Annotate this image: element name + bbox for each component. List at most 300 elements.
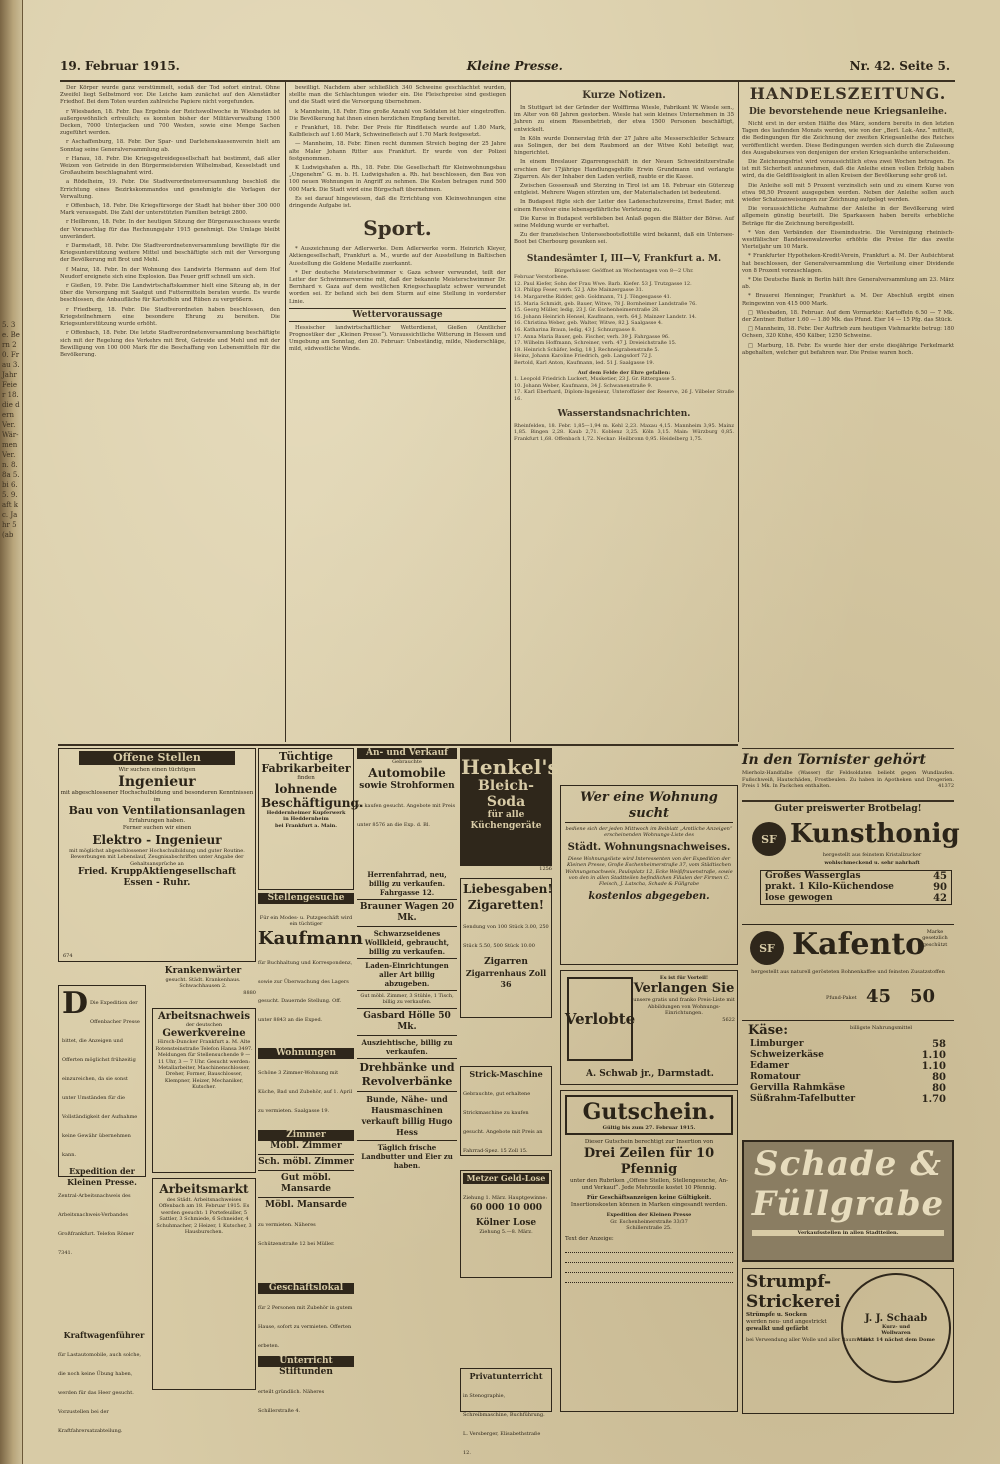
- krankenwaerter-code: 8880: [243, 989, 256, 996]
- standes-entry: Februar Verstorbene.: [514, 274, 569, 281]
- anverkauf-separator: [357, 1091, 457, 1092]
- drop-cap: D: [62, 986, 89, 1021]
- anverkauf-separator: [357, 958, 457, 959]
- sport-paragraph: * Der deutsche Meisterschwimmer v. Gaza schwer verwundet, teilt der Leiter der Schwimmervereine mit, daß der bekannte Meisterschwimmer Dr. Bernhard v. Gaza auf dem westlichen Kriegsschauplatz schwer verwundet worden sei. Er befand sich bei dem Sturm auf eine Stellung in vorderster Linie.: [289, 269, 506, 305]
- price-label: Romatour: [750, 1072, 801, 1082]
- header-date: 19. Februar 1915.: [60, 59, 180, 73]
- wohnungen-ad: [258, 1048, 354, 1128]
- col1-paragraph: a Rödelheim, 19. Febr. Die Stadtverordnetenversammlung beschloß die Errichtung eines Bezirkskommandos und genehmigte die Vorlagen der Verwaltung.: [60, 179, 280, 200]
- verlobte-line: Es ist für Vorteil!: [659, 975, 709, 981]
- price-value: 1.10: [921, 1061, 946, 1072]
- notes-paragraph: In Köln wurde Donnerstag früh der 27 Jahre alte Messerschleifer Schwarz aus Solingen, der bei dem Raubmord an der Witwe Kohl beteiligt war, hingerichtet.: [514, 135, 734, 157]
- stiftunden-heading: Stiftunden: [279, 1367, 333, 1377]
- verlangen-heading: Verlangen Sie: [633, 981, 735, 997]
- price-label: lose gewogen: [765, 893, 833, 903]
- col4-paragraph: Die voraussichtliche Aufnahme der Anleihe in der Bevölkerung wird allgemein günstig beurteilt. Die Sparkassen haben bereits erhebliche Beträge für die Zeichnung bereitgestellt.: [742, 206, 954, 227]
- col2-paragraph: k Mannheim, 18. Febr. Eine große Anzahl von Soldaten ist hier eingetroffen. Die Bevölkerung hat ihnen einen herzlichen Empfang bereitet.: [289, 108, 506, 122]
- zimmer-separator: [258, 1170, 354, 1171]
- col2-paragraph: — Mannheim, 18. Febr. Einen recht dummen Streich beging der 25 Jahre alte Maler Johann Ritter aus Frankfurt. Er wurde von der Polizei festgenommen.: [289, 141, 506, 162]
- kraftwagen-ad: [58, 1330, 150, 1434]
- tornister-heading: In den Tornister gehört: [742, 752, 926, 768]
- strickmaschine-heading: Strick-Maschine: [469, 1069, 543, 1079]
- tornister-text: [742, 770, 954, 790]
- offene-line: mit abgeschlossener Hochschulbildung und besonderen Kenntnissen im: [60, 790, 254, 803]
- header-paper: Kleine Presse.: [466, 59, 563, 73]
- notes-paragraph: In einem Breslauer Zigarrengeschäft in der Neuen Schweidnitzerstraße erschien der 17jährige Handlungsgehilfe Erwin Grundmann und verlangte Zigarren. Als der Inhaber den Laden verließ, raubte er die Kasse.: [514, 159, 734, 180]
- geschaeftslokal-text: für 2 Personen mit Zubehör in gutem Hause, sofort zu vermieten. Offerten erbeten.: [258, 1305, 353, 1349]
- koelner-lose-text: Ziehung 5.—8. März.: [479, 1229, 533, 1235]
- automobile-heading: Automobile: [368, 766, 446, 781]
- krankenwaerter-ad: [150, 966, 256, 1006]
- kafento-heading: Kafento: [792, 927, 926, 962]
- price-value: 58: [932, 1039, 946, 1050]
- brotbelag-logo: [752, 822, 786, 856]
- offene-code: 674: [63, 952, 73, 959]
- liebesgaben-ad: [460, 878, 552, 1018]
- kaufmann-line: Für ein Modes- u. Putzgeschäft wird ein tüchtiger: [259, 915, 353, 928]
- zentral-ad: [58, 1182, 146, 1262]
- anverkauf-separator: [357, 1058, 457, 1059]
- unterricht-heading: Unterricht: [258, 1356, 354, 1367]
- price-row: [746, 1039, 950, 1050]
- gutschein-line: Dieser Gutschein berechtigt zur Insertion von: [584, 1139, 714, 1146]
- col1-paragraph: r Friedberg, 18. Febr. Die Stadtverordneten haben beschlossen, den Kriegsteilnehmern eine besondere Ehrung zu bereiten. Die Kriegsunterstützung wurde erhöht.: [60, 306, 280, 328]
- col1-paragraph: r Aschaffenburg, 18. Febr. Der Spar- und Darlehenskassenverein hielt am Sonntag seine Generalversammlung ab.: [60, 139, 280, 153]
- zimmer-line: Möbl. Zimmer: [270, 1141, 342, 1151]
- spine-text: 5. 3e. Bern 20. Frau 3. Jahr Feier 18. die dern Ver. Wär- men Ver. n. 8. 8a 5. bi 6. 5. 9. aft kc. Jahr 5 (ab: [2, 321, 20, 539]
- verlobte-right: [633, 975, 735, 1023]
- col4-paragraph: Nicht erst in der ersten Hälfte des März, sondern bereits in den letzten Tagen des laufenden Monats werden, wie von der „Berl. Lok.-Anz.“ mitteilt, die Bedingungen für die Zeichnung der zweiten Kriegsanleihe des Reiches veröffentlicht werden. Diese Bedingungen werden sich durch die Zulassung des Ausgabekurses von denjenigen der ersten Kriegsanleihe unterscheiden.: [742, 121, 954, 156]
- price-value: 45: [933, 871, 947, 882]
- col4-paragraph: * Die Deutsche Bank in Berlin hält ihre Generalversammlung am 23. März ab.: [742, 277, 954, 291]
- gutschein-valid: Gültig bis zum 27. Februar 1915.: [602, 1125, 696, 1131]
- col-divider-2: [510, 82, 511, 742]
- fabrikarbeiter-city: bei Frankfurt a. Main.: [275, 822, 337, 829]
- col1-paragraph: r Gießen, 19. Febr. Die Landwirtschaftskammer hielt eine Sitzung ab, in der über die Versorgung mit Saatgut und Futtermitteln beraten wurde. Es wurde beschlossen, die Anbaufläche für Kartoffeln und Rüben zu vergrößern.: [60, 283, 280, 304]
- standes-entry: 17. Anna Maria Bauer, geb. Fischer, verh. 39 J. Fahrgasse 96.: [514, 333, 670, 340]
- gutschein-text: unter den Rubriken „Offene Stellen, Stellengesuche, An- und Verkauf“. Jede Mehrzeile kostet 10 Pfennig.: [569, 1178, 728, 1192]
- ventilation-heading: Bau von Ventilationsanlagen: [68, 804, 246, 817]
- geschaeftslokal-ad: [258, 1283, 354, 1353]
- wohnungsnachweis-heading: Städt. Wohnungsnachweises.: [567, 841, 731, 853]
- col1-paragraph: r Offenbach, 18. Febr. Die Kriegsfürsorge der Stadt hat bisher über 300 000 Mark verausgabt. Die Zahl der unterstützten Familien beträgt 2800.: [60, 203, 280, 217]
- anverkauf-item: Ausziehtische, billig zu verkaufen.: [361, 1037, 453, 1056]
- col1-paragraph: r Wiesbaden, 18. Febr. Das Ergebnis der Reichswollwoche in Wiesbaden ist außergewöhnlich erfreulich; es konnten bisher der Militärverwaltung 1500 Decken, 7000 Unterjacken und 700 Westen, sowie eine Menge Sachen zugeführt werden.: [60, 108, 280, 137]
- price-label: Limburger: [750, 1039, 804, 1049]
- wohnungen-text: Schöne 3 Zimmer-Wohnung mit Küche, Bad und Zubehör, auf 1. April zu vermieten. Saalgasse 19.: [258, 1070, 353, 1114]
- strumpf-ad: [742, 1268, 954, 1414]
- zimmer-ad: [258, 1130, 354, 1280]
- kafento-pak: Pfund-Paket: [826, 995, 857, 1001]
- lose-ad: [460, 1170, 552, 1278]
- water-heading: Wasserstandsnachrichten.: [557, 408, 691, 419]
- price-value: 42: [933, 893, 947, 904]
- offene-line: Wir suchen einen tüchtigen: [118, 767, 196, 773]
- weather-heading: Wettervoraussage: [289, 308, 506, 322]
- brotbelag-line: hergestellt aus feinstem Kristallzucker: [822, 852, 922, 858]
- gutschein-note: Insertionskosten können in Marken eingesandt werden.: [570, 1202, 728, 1209]
- price-label: Großes Wasserglas: [765, 871, 861, 881]
- arbeitsnachweis-text: Hirsch-Duncker Frankfurt a. M. Alte Rotensteinstraße Telefon Hansa 3497. Meldungen für Stellensuchende 9 — 11 Uhr, 3 — 7 Uhr. Gesucht werden: Metallarbeiter, Maschinenschlosser, Dreher, Former, Bauschlosser, Klempner, Heizer, Mechaniker, Kutscher.: [155, 1039, 253, 1091]
- zentral-text: Zentral-Arbeitsnachweis des Arbeitsnachweis-Verbandes Großfrankfurt. Telefon Römer 7341.: [58, 1193, 134, 1256]
- stellengesuche-heading: Stellengesuche: [258, 893, 354, 904]
- henkels-product: Bleich-Soda: [478, 778, 534, 810]
- col1-paragraph: r Hanau, 18. Febr. Die Kriegsgetreidegesellschaft hat bestimmt, daß aller Weizen von Getreide in den Bürgermeistereien Wilhelmsbad, Kesselstadt und Großauheim beschlagnahmt wird.: [60, 155, 280, 177]
- henkels-line: Küchengeräte: [470, 821, 542, 831]
- anverkauf-list: [357, 870, 457, 1415]
- anverkauf-separator: [357, 1140, 457, 1141]
- price-row: [761, 871, 951, 882]
- sport-heading: Sport.: [363, 216, 432, 241]
- henkels-line: für alle: [487, 810, 525, 820]
- lose-heading: Metzer Geld-Lose: [463, 1173, 549, 1184]
- col2-paragraph: K Ludwigshafen a. Rh., 18. Febr. Die Gesellschaft für Kleinwohnungsbau „Ungenehm“ G. m. b. H. Ludwigshafen a. Rh. hat beschlossen, den Bau von 100 neuen Wohnungen in Angriff zu nehmen. Die Kosten betragen rund 500 000 Mark. Die Stadt wird eine Bürgschaft übernehmen.: [289, 165, 506, 193]
- col1-paragraph: r Darmstadt, 18. Febr. Die Stadtverordnetenversammlung bewilligte für die Kriegsunterstützung weitere Mittel und beschäftigte sich mit der Versorgung der Bevölkerung mit Brot und Mehl.: [60, 243, 280, 264]
- notes-paragraph: Zu der französischen Unterseebootsflottille wird bekannt, daß ein Untersee-Boot bei Cherbourg gesunken sei.: [514, 232, 734, 246]
- page-header: [60, 55, 950, 77]
- weather-text: Hessischer landwirtschaftlicher Wetterdienst, Gießen (Amtlicher Prognostiker der „Kleinen Presse“). Voraussichtliche Witterung in Hessen und Umgebung am Sonntag, den 20. Februar: Unbeständig, milde, Niederschläge, mild, südwestliche Winde.: [289, 324, 506, 353]
- price-value: 90: [933, 882, 947, 893]
- col4-paragraph: □ Wiesbaden, 18. Februar. Auf dem Vormarkte: Kartoffeln 6.50 — 7 Mk. der Zentner. Butter 1.60 — 1.80 Mk. das Pfund. Eier 14 — 15 Pfg. das Stück.: [742, 309, 954, 324]
- gewerkvereine-heading: Gewerkvereine: [162, 1028, 246, 1040]
- verlobte-firm: A. Schwab jr., Darmstadt.: [586, 1069, 714, 1079]
- fabrikarbeiter-firm: Heddernheimer Kupferwerk: [266, 810, 346, 816]
- price-row: [746, 1072, 950, 1083]
- strohformen-heading: sowie Strohformen: [359, 781, 455, 792]
- krupp-firm: Fried. KruppAktiengesellschaft: [77, 867, 237, 878]
- arbeitsmarkt-heading: Arbeitsmarkt: [159, 1182, 249, 1196]
- offene-stellen-heading: Offene Stellen: [79, 751, 235, 765]
- anverkauf-text: zu kaufen gesucht. Angebote mit Preis unter 8576 an die Exp. d. Bl.: [357, 803, 456, 829]
- offene-line: Ferner suchen wir einen: [122, 825, 192, 831]
- privatunterricht-heading: Privatunterricht: [469, 1371, 543, 1381]
- gutschein-write-lines: [565, 1252, 733, 1283]
- notes-heading: Kurze Notizen.: [582, 90, 666, 101]
- expedition-notice-ad: [58, 985, 146, 1187]
- col4-paragraph: * Von den Verbänden der Eisenindustrie. Die Vereinigung rheinisch-westfälischer Bandeisenwalzwerke erhöhte die Preise für das zweite Vierteljahr um 10 Mark.: [742, 229, 954, 251]
- col2-paragraph: r Frankfurt, 18. Febr. Der Preis für Rindfleisch wurde auf 1.80 Mark, Kalbfleisch auf 1.60 Mark, Schweinefleisch auf 1.70 Mark festgesetzt.: [289, 125, 506, 139]
- brotbelag-line: wohlschmeckend u. sehr nahrhaft: [824, 860, 920, 866]
- strumpf-line: gewalkt und gefärbt: [746, 1326, 809, 1332]
- expedition-notice-text: Die Expedition der Offenbacher Presse bittet, die Anzeigen und Offerten möglichst frühzeitig einzureichen, da sie sonst unter Umständen für die Vollständigkeit der Aufnahme keine Gewähr übernehmen kann.: [62, 1000, 140, 1158]
- wohnungssuche-cta: kostenlos abgegeben.: [588, 890, 710, 902]
- fabrikarbeiter-ad: [258, 748, 364, 890]
- anverkauf-item: Bunde, Nähe- und Hausmaschinen verkauft billig Hugo Hess: [361, 1093, 453, 1137]
- kaese-heading: Käse:: [748, 1023, 789, 1038]
- arbeitsmarkt-text: des Städt. Arbeitsnachweises Offenbach am 18. Februar 1915. Es werden gesucht: 1 Portefeuiller, 5 Sattler, 3 Schmiede, 6 Schneider, 4 Schuhmacher, 2 Heizer, 1 Kutscher, 3 Hausburschen.: [156, 1197, 252, 1236]
- water-text: Rheinfelden, 18. Febr. 1,85—1,94 m. Kehl 2,23. Maxau 4,15. Mannheim 3,95. Mainz 1,85. Bingen 2,28. Kaub 2,71. Koblenz 3,25. Köln 3,15. Main: Würzburg 0,85. Frankfurt 1,68. Offenbach 1,72. Neckar: Heilbronn 0,95. Heidelberg 1,75.: [514, 422, 734, 442]
- arbeitsnachweis-heading: Arbeitsnachweis: [158, 1011, 250, 1022]
- anverkauf-heading: An- und Verkauf: [357, 748, 457, 759]
- ingenieur-heading: Ingenieur: [118, 774, 196, 790]
- henkels-code: 1256: [539, 866, 552, 872]
- krupp-city: Essen - Ruhr.: [123, 878, 191, 889]
- stellengesuche-ad: [258, 893, 354, 911]
- kafento-ad: [742, 924, 954, 1019]
- arbeitsnachweis-ad: [152, 1008, 256, 1173]
- kriegsanleihe-heading: Die bevorstehende neue Kriegsanleihe.: [748, 107, 948, 117]
- anverkauf-separator: [357, 1008, 457, 1009]
- schaab-name: J. J. Schaab: [864, 1312, 928, 1324]
- kaese-ad: [742, 1020, 954, 1138]
- col4-paragraph: * Frankfurter Hypotheken-Kredit-Verein, Frankfurt a. M. Der Aufsichtsrat hat beschlossen, der Generalversammlung die Verteilung einer Dividende von 8 Prozent vorzuschlagen.: [742, 253, 954, 274]
- price-value: 1.70: [921, 1094, 946, 1105]
- standes-entry: 16. Johann Heinrich Hensel, Kaufmann, verh. 64 J. Mainzer Landstr. 14.: [514, 313, 697, 320]
- price-row: [761, 882, 951, 893]
- tornister-rule: [742, 748, 954, 749]
- zimmer-text: zu vermieten. Näheres Schützenstraße 12 bei Müller.: [258, 1222, 335, 1247]
- right-ads-rule: [742, 800, 954, 802]
- schaab-line: Wollwaren: [881, 1330, 911, 1337]
- gutschein-heading: Gutschein.: [582, 1099, 716, 1125]
- kraftwagen-heading: Kraftwagenführer: [63, 1330, 145, 1340]
- sf-logo-icon: SF: [759, 941, 775, 955]
- schade-logo-line-2: Füllgrabe: [751, 1184, 945, 1224]
- fabrikarbeiter-heading: Fabrikarbeiter: [261, 762, 351, 775]
- write-line: [565, 1262, 733, 1263]
- standes2-heading: Auf dem Felde der Ehre gefallen:: [577, 369, 671, 376]
- lose-numbers: 60 000 10 000: [469, 1203, 543, 1213]
- gutschein-offer: Drei Zeilen für 10 Pfennig: [583, 1146, 715, 1178]
- kafento-logo: [750, 931, 784, 965]
- standes-entry: 18. Heinrich Schäfer, ledig, 18 J. Rechneigrabenstraße 5.: [514, 346, 660, 353]
- col4-paragraph: □ Mannheim, 18. Febr. Der Auftrieb zum heutigen Viehmarkte betrug: 180 Ochsen, 320 Kühe, 450 Kälber, 1250 Schweine.: [742, 326, 954, 340]
- wohnungssuche-ad: [560, 785, 738, 965]
- gutschein-address: Schillerstraße 25.: [626, 1225, 672, 1232]
- krankenwaerter-heading: Krankenwärter: [164, 966, 242, 976]
- standes-entry: 14. Margarethe Ridder, geb. Goldmann, 71 J. Töngesgasse 41.: [514, 294, 672, 301]
- krankenwaerter-text: gesucht. Städt. Krankenhaus. Schwachhausen 2.: [165, 977, 241, 990]
- zimmer-line: Möbl. Mansarde: [265, 1200, 347, 1210]
- anverkauf-item: Gasbard Hölle 50 Mk.: [363, 1010, 451, 1032]
- kraftwagen-text: für Lastautomobile, auch solche, die noch keine Übung haben, werden für das Heer gesucht. Vorzustellen bei der Kraftfahrersatzabteilung.: [58, 1352, 141, 1434]
- header-number: Nr. 42. Seite 5.: [849, 59, 950, 73]
- gutschein-box: [565, 1095, 733, 1135]
- kunsthonig-heading: Kunsthonig: [790, 819, 960, 849]
- standes2-entry: 10. Johann Weber, Kaufmann, 34 J. Schwanenstraße 9.: [514, 382, 653, 389]
- offene-line: Erfahrungen haben.: [128, 818, 186, 824]
- price-row: [761, 893, 951, 904]
- strickmaschine-text: Gebrauchte, gut erhaltene Strickmaschine zu kaufen gesucht. Angebote mit Preis an Fahrrad-Spez. 15 Zoll 15.: [463, 1091, 543, 1154]
- price-row: [746, 1061, 950, 1072]
- wohnungssuche-heading: Wer eine Wohnung sucht: [565, 790, 733, 823]
- price-label: Schweizerkäse: [750, 1050, 824, 1060]
- col1-paragraph: r Offenbach, 18. Febr. Die letzte Stadtverordnetenversammlung beschäftigte sich mit der Regelung des Verkehrs mit Brot, Getreide und Mehl und mit der Bewilligung von 100 000 Mark für die Beschaffung von Lebensmitteln für die Bevölkerung.: [60, 330, 280, 358]
- zigaretten-heading: Zigaretten!: [467, 898, 545, 912]
- gutschein-expedition: Expedition der Kleinen Presse: [606, 1212, 692, 1219]
- kaese-prices: [746, 1039, 950, 1105]
- anverkauf-item: Schwarzseidenes Wollkleid, gebraucht, billig zu verkaufen.: [364, 929, 450, 956]
- anverkauf-separator: [357, 990, 457, 991]
- verlobte-text: unsere gratis und franko Preis-Liste mit Abbildungen von Wohnungs-Einrichtungen.: [633, 997, 735, 1017]
- verlobte-box: [564, 977, 636, 1061]
- henkels-ad: [460, 748, 559, 866]
- col1-paragraph: Der Körper wurde ganz verstümmelt, sodaß der Tod sofort eintrat. Ohne Zweifel liegt Selbstmord vor. Die Leiche kam zunächst auf den Alenstädter Friedhof. Bei dem Toten wurden zahlreiche Papiere nicht vorgefunden.: [60, 85, 280, 106]
- kaufmann-ad: [258, 915, 364, 1045]
- anverkauf-item: Gut möbl. Zimmer, 3 Stühle, 1 Tisch, billig zu verkaufen.: [360, 993, 454, 1006]
- liebesgaben-text: Sendung von 100 Stück 3.00, 250 Stück 5.50, 500 Stück 10.00: [463, 924, 549, 949]
- notes-paragraph: Die Kurse in Budapest verblieben bei Anlaß gegen die Blätter der Börse. Auf seine Meldung wurde er verhaftet.: [514, 215, 734, 230]
- verlobte-heading: Verlobte: [564, 1009, 636, 1028]
- kafento-price-2: 50: [910, 986, 936, 1007]
- sf-logo-icon: SF: [761, 832, 777, 846]
- henkels-brand: Henkel's: [461, 755, 559, 779]
- header-rule: [60, 80, 955, 82]
- arbeitsnachweis-sub: der deutschen: [185, 1022, 223, 1028]
- verlobte-ad: [560, 970, 738, 1085]
- kaufmann-heading: Kaufmann: [258, 927, 364, 949]
- wohnungen-heading: Wohnungen: [258, 1048, 354, 1059]
- zimmer-separator: [258, 1197, 354, 1198]
- kafento-price-1: 45: [866, 986, 892, 1007]
- anverkauf-item: Drehbänke und Revolverbänke: [359, 1060, 455, 1088]
- notes-paragraph: In Stuttgart ist der Gründer der Wolffirma Wiesle, Fabrikant W. Wiesle sen., im Alter von 68 Jahren gestorben. Wiesle hat sein kleines Unternehmen in 35 Jahren zu einem Riesenbetrieb, der etwa 1500 Personen beschäftigt, entwickelt.: [514, 105, 734, 133]
- schade-stores: Verkaufsstellen in allen Stadtteilen.: [752, 1230, 944, 1236]
- schade-logo-line-1: Schade &: [754, 1144, 942, 1184]
- price-value: 80: [932, 1072, 946, 1083]
- sport-paragraph: * Auszeichnung der Adlerwerke. Dem Adlerwerke vorm. Heinrich Kleyer, Aktiengesellschaft, Frankfurt a. M., wurde auf der Ausstellung in Baltischen Ausstellung die Goldene Medaille zuerkannt.: [289, 246, 506, 267]
- strumpf-line: bei Verwendung aller Wolle und aller Baumwolle.: [746, 1337, 872, 1343]
- col1-paragraph: f Mainz, 18. Febr. In der Wohnung des Landwirts Hermann auf dem Hof Neudorf ereignete sich eine Explosion. Das Feuer griff schnell um sich.: [60, 266, 280, 280]
- write-line: [565, 1282, 733, 1283]
- gutschein-ad: [560, 1090, 738, 1412]
- write-line: [565, 1252, 733, 1253]
- brotbelag-ad: [742, 804, 960, 924]
- fabrikarbeiter-pre: Tüchtige: [279, 750, 333, 763]
- col4-paragraph: Die Zeichnungsfrist wird voraussichtlich etwa zwei Wochen betragen. Es ist mit Sicherheit anzunehmen, daß die Anleihe einen vollen Erfolg haben wird, da die Geldflüssigkeit in allen Kreisen der Bevölkerung sehr groß ist.: [742, 159, 954, 180]
- col2-paragraph: Es sei darauf hingewiesen, daß die Errichtung von Kleinwohnungen eine dringende Aufgabe ist.: [289, 195, 506, 210]
- standes-entry: 12. Paul Kiefer, Sohn der Frau Wwe. Barb. Kiefer. 53 J. Trutzgasse 12.: [514, 280, 692, 287]
- anverkauf-separator: [357, 899, 457, 900]
- brotbelag-prices: [760, 870, 952, 905]
- handelszeitung-heading: HANDELSZEITUNG.: [749, 84, 947, 103]
- col4-paragraph: Die Anleihe soll mit 5 Prozent verzinslich sein und zu einem Kurse von etwa 98,50 Prozent ausgegeben werden. Neben der Anleihe sollen auch wieder Schatzanweisungen zur Zeichnung aufgelegt werden.: [742, 182, 954, 204]
- column-2: [289, 85, 506, 740]
- schaab-address: Markt 14 nächst dem Dome: [857, 1336, 935, 1343]
- tornister-code: 41372: [938, 783, 954, 790]
- anverkauf-separator: [357, 1035, 457, 1036]
- price-label: Gervilla Rahmkäse: [750, 1083, 846, 1093]
- price-value: 80: [932, 1083, 946, 1094]
- standes-entry: 15. Georg Müller, ledig, 23 J. Gr. Eschenheimerstraße 28.: [514, 307, 660, 314]
- arbeitsmarkt-ad: [152, 1178, 256, 1390]
- verlobte-code: 5622: [722, 1016, 735, 1023]
- anverkauf-separator: [357, 926, 457, 927]
- anverkauf-item: Laden-Einrichtungen aller Art billig abzugeben.: [365, 961, 449, 988]
- standes-entry: Heinz, Johann Karoline Friedrich, geb. Langsdorf 72 J.: [514, 353, 653, 360]
- price-row: [746, 1083, 950, 1094]
- tornister-body: Mierholz-Handfalbe (Wasser) für Feldsoldaten beliebt gegen Wundlaufen. Fußschweiß, Hautschäden, Frostbeulen. Zu haben in Apotheken und Drogerien. Preis 1 Mk. In Packchen enthalten.: [742, 770, 954, 790]
- gutschein-address: Gr. Eschenheimerstraße 33/37: [610, 1218, 688, 1225]
- price-row: [746, 1094, 950, 1105]
- notes-paragraph: Zwischen Gossensaß und Sterzing in Tirol ist am 18. Februar ein Güterzug entgleist. Mehrere Wagen stürzten um, der Materialschaden ist bedeutend.: [514, 183, 734, 197]
- notes-paragraph: In Budapest fügte sich der Leiter des Ladenschutzvereins, Ernst Bader, mit einem Revolver eine lebensgefährliche Verletzung zu.: [514, 199, 734, 213]
- anverkauf-item: Brauner Wagen 20 Mk.: [359, 902, 455, 923]
- standes-entry: 16. Katharina Braun, ledig, 43 J. Schnurgasse 8.: [514, 327, 637, 333]
- page-spine: [0, 0, 23, 1464]
- zimmer-separator: [258, 1154, 354, 1155]
- liebesgaben-heading: Liebesgaben!: [463, 882, 553, 896]
- price-row: [746, 1050, 950, 1061]
- koelner-lose-heading: Kölner Lose: [475, 1218, 537, 1228]
- price-label: prakt. 1 Kilo-Küchendose: [765, 882, 894, 892]
- fabrikarbeiter-line: finden: [297, 775, 315, 781]
- ads-top-rule: [58, 744, 738, 746]
- unterricht-ad: [258, 1356, 354, 1416]
- zigarrenhaus-heading: Zigarrenhaus Zoll 36: [465, 968, 547, 989]
- gutschein-text-label: Text der Anzeige:: [565, 1235, 614, 1242]
- strumpf-heading: Strumpf-: [746, 1272, 832, 1292]
- col4-paragraph: □ Marburg, 18. Febr. Es wurde hier der erste diesjährige Ferkelmarkt abgehalten, welcher gut befahren war. Die Preise waren hoch.: [742, 342, 954, 356]
- schaab-line: Kurz- und: [882, 1323, 910, 1330]
- strickmaschine-ad: [460, 1066, 552, 1156]
- schade-fuellgrabe-ad: [742, 1140, 954, 1262]
- col2-paragraph: bewilligt. Nachdem aber schließlich 340 Schweine geschlachtet wurden, stellte man die Schlachtungen wieder ein. Die Fleischpreise sind gestiegen und die Stadt wird die Versorgung übernehmen.: [289, 85, 506, 106]
- standes2-entry: 1. Leopold Friedrich Luckert, Musketier, 23 J. Gr. Rittergasse 5.: [514, 376, 676, 383]
- lohnende-heading: lohnende Beschäftigung.: [261, 782, 364, 810]
- kaufmann-text: für Buchhaltung und Korrespondenz, sowie zur Überwachung des Lagers gesucht. Dauernde Stellung. Off. unter 8843 an die Exped.: [258, 959, 353, 1023]
- fabrikarbeiter-firm2: in Heddernheim: [283, 816, 329, 823]
- col-divider-3: [738, 82, 739, 742]
- col1-paragraph: r Heilbronn, 18. Febr. In der heutigen Sitzung der Bürgerausschusses wurde der Voranschlag für das Rechnungsjahr 1915 genehmigt. Die Umlage bleibt unverändert.: [60, 219, 280, 240]
- kaese-subheading: billigste Nahrungsmittel: [850, 1025, 913, 1031]
- anverkauf-ad: [357, 748, 457, 868]
- price-label: Süßrahm-Tafelbutter: [750, 1094, 856, 1104]
- standes-heading: Standesämter I, III—V, Frankfurt a. M.: [526, 253, 722, 264]
- privatunterricht-text: in Stenographie, Schreibmaschine, Buchführung. L. Versberger, Elisabethstraße 12.: [463, 1393, 545, 1456]
- geschaeftslokal-heading: Geschäftslokal: [258, 1283, 354, 1294]
- schaab-stamp: [841, 1273, 951, 1383]
- anverkauf-item: Täglich frische Landbutter und Eier zu haben.: [361, 1142, 453, 1170]
- col-divider-1: [285, 82, 286, 742]
- kafento-side: Marke gesetzlich geschützt: [922, 929, 948, 948]
- standes-entry: 16. Christina Weber, geb. Walter, Witwe, 82 J. Saalgasse 4.: [514, 320, 663, 327]
- anverkauf-line: Gebrauchte: [392, 759, 422, 765]
- offene-stellen-ad: [58, 748, 256, 962]
- standes2-entry: 17. Karl Eberhard, Diplom-Ingenieur, Unteroffizier der Reserve, 26 J. Vilbeler Straße 16.: [514, 389, 734, 402]
- zigarren-heading: Zigarren: [484, 957, 528, 967]
- offene-line: mit möglichst abgeschlossener Hochschulbildung und guter Routine. Bewerbungen mit Lebenslauf, Zeugnisabschriften unter Angabe der Gehaltsansprüche an: [69, 848, 245, 867]
- strickerei-heading: Strickerei: [746, 1292, 841, 1312]
- zimmer-line: Sch. möbl. Zimmer: [258, 1157, 354, 1167]
- standes-subheading: Bürgerhäuser. Geöffnet an Wochentagen von 8—2 Uhr.: [554, 267, 694, 274]
- column-4: [742, 85, 954, 740]
- price-label: Edamer: [750, 1061, 789, 1071]
- elektro-ingenieur-heading: Elektro - Ingenieur: [92, 833, 222, 847]
- wohnungssuche-text: Diese Wohnungsliste wird Interessenten von der Expedition der Kleinen Presse, Große Eschenheimerstraße 37, vom Städtischen Wohnungsnachweis, Paulsplatz 12, Ecke Weißfrauenstraße, sowie von den in allen Stadtteilen befindlichen Filialen der Firmen C. Fleisch, J. Latscha, Schade & Füllgrabe: [565, 855, 733, 888]
- lose-text: Ziehung 1. März. Hauptgewinne:: [463, 1195, 548, 1201]
- zimmer-line: Gut möbl. Mansarde: [281, 1173, 331, 1194]
- write-line: [565, 1272, 733, 1273]
- expedition-notice-title: Expedition der Kleinen Presse.: [67, 1166, 137, 1187]
- brotbelag-heading: Guter preiswerter Brotbelag!: [774, 804, 922, 814]
- kafento-line: hergestellt aus naturell gerösteten Bohnenkaffee und feinsten Zusatzstoffen: [751, 969, 945, 975]
- column-3: [514, 85, 734, 740]
- anverkauf-item: Herrenfahrrad, neu, billig zu verkaufen. Fahrgasse 12.: [367, 870, 447, 897]
- price-value: 1.10: [921, 1050, 946, 1061]
- standes-entry: 13. Philipp Feser, verh. 52 J. Alte Mainzergasse 31.: [514, 287, 644, 294]
- unterricht-text: erteilt gründlich. Näheres Schillerstraße 4.: [258, 1389, 325, 1414]
- strumpf-line: Strümpfe u. Socken: [746, 1312, 807, 1318]
- standes-entry: Bertold, Karl Anton, Kaufmann, led. 51 J. Saalgasse 19.: [514, 359, 655, 366]
- zimmer-heading: Zimmer: [258, 1130, 354, 1141]
- column-1: [60, 85, 280, 740]
- wohnungssuche-line: bediene sich der jeden Mittwoch im Beiblatt „Amtliche Anzeigen“ erscheinenden Wohnungs-Liste des: [565, 826, 733, 839]
- privatunterricht-ad: [460, 1368, 552, 1456]
- gutschein-note: Für Geschäftsanzeigen keine Gültigkeit.: [586, 1195, 712, 1202]
- col4-paragraph: * Brauerei Henninger, Frankfurt a. M. Der Abschluß ergibt einen Reingewinn von 415 000 Mark.: [742, 293, 954, 307]
- standes-entry: 17. Wilhelm Hoffmann, Schreiner, verh. 47 J. Dreieichstraße 15.: [514, 340, 677, 347]
